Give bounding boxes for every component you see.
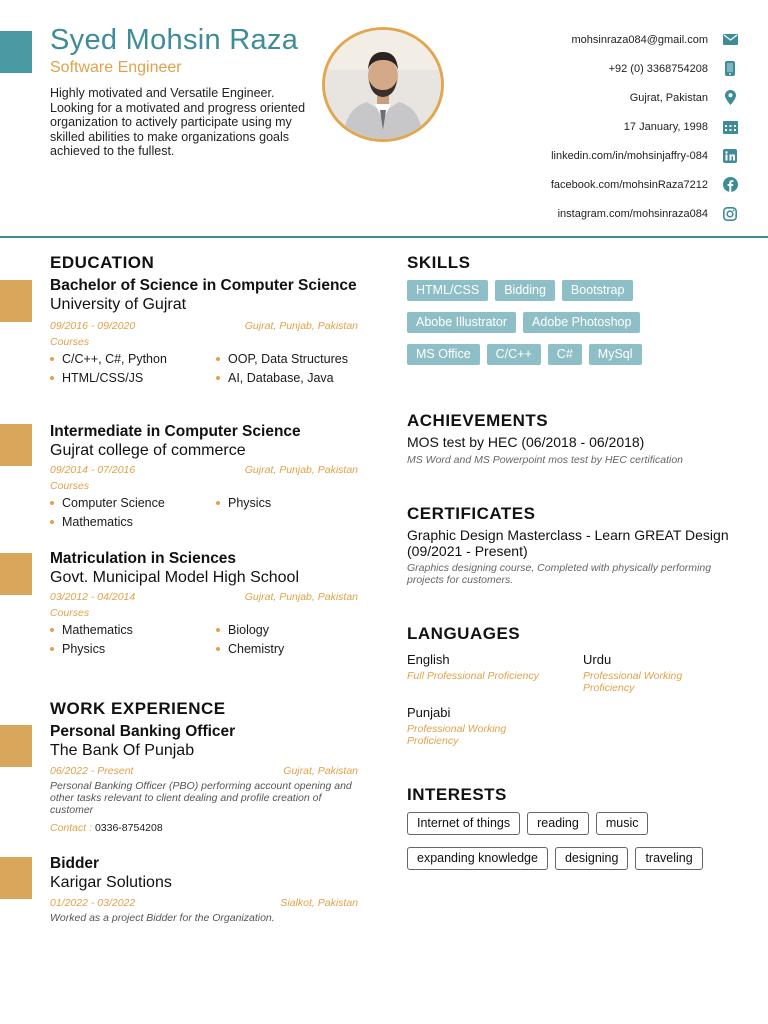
interest-tag: music bbox=[596, 812, 649, 835]
course-item: Physics bbox=[216, 496, 356, 510]
work-location: Gujrat, Pakistan bbox=[283, 765, 358, 777]
skill-tag: Bidding bbox=[495, 280, 555, 301]
course-item: Mathematics bbox=[50, 515, 216, 529]
envelope-icon bbox=[722, 32, 738, 48]
skill-tag: Abobe Illustrator bbox=[407, 312, 516, 333]
company-name: The Bank Of Punjab bbox=[50, 742, 195, 759]
education-location: Gujrat, Punjab, Pakistan bbox=[244, 320, 358, 332]
education-meta bbox=[50, 591, 358, 603]
contact-facebook[interactable]: facebook.com/mohsinRaza7212 bbox=[551, 170, 738, 199]
contact-list bbox=[551, 25, 738, 228]
course-item: AI, Database, Java bbox=[216, 371, 356, 385]
job-title: Software Engineer bbox=[50, 59, 182, 76]
company-name: Karigar Solutions bbox=[50, 874, 172, 891]
work-entry bbox=[50, 723, 358, 834]
role-title: Personal Banking Officer bbox=[50, 723, 236, 740]
instagram-icon bbox=[722, 206, 738, 222]
role-title: Bidder bbox=[50, 855, 100, 872]
location-pin-icon bbox=[722, 90, 738, 106]
header-divider bbox=[0, 236, 768, 238]
course-item: Chemistry bbox=[216, 642, 356, 656]
candidate-name: Syed Mohsin Raza bbox=[50, 24, 299, 56]
work-description: Worked as a project Bidder for the Organization. bbox=[50, 912, 275, 924]
skill-tag: MS Office bbox=[407, 344, 480, 365]
certificate-title: Graphic Design Masterclass - Learn GREAT Design (09/2021 - Present) bbox=[407, 527, 729, 559]
education-dates: 09/2016 - 09/2020 bbox=[50, 320, 136, 332]
certificate-entry bbox=[407, 528, 742, 586]
work-location: Sialkot, Pakistan bbox=[280, 897, 358, 909]
skill-tag: Adobe Photoshop bbox=[523, 312, 640, 333]
certificate-description: Graphics designing course, Completed with physically performing projects for customers. bbox=[407, 562, 712, 586]
profile-photo bbox=[322, 27, 444, 142]
language-name: Urdu bbox=[583, 652, 612, 667]
language-entry bbox=[407, 652, 567, 682]
interests-heading: INTERESTS bbox=[407, 785, 507, 804]
skills-heading: SKILLS bbox=[407, 253, 471, 272]
achievement-entry bbox=[407, 435, 737, 466]
language-entry bbox=[407, 705, 547, 747]
language-level: Full Professional Proficiency bbox=[407, 670, 539, 682]
course-item: OOP, Data Structures bbox=[216, 352, 356, 366]
contact-linkedin[interactable]: linkedin.com/in/mohsinjaffry-084 bbox=[551, 141, 738, 170]
course-list bbox=[50, 496, 358, 529]
facebook-icon bbox=[722, 177, 738, 193]
work-description: Personal Banking Officer (PBO) performing account opening and other tasks relevant to client dealing and profile creation of customer bbox=[50, 780, 352, 816]
skill-tag: Bootstrap bbox=[562, 280, 634, 301]
education-entry bbox=[50, 550, 358, 656]
contact-instagram[interactable]: instagram.com/mohsinraza084 bbox=[551, 199, 738, 228]
education-heading: EDUCATION bbox=[50, 253, 155, 272]
contact-phone[interactable]: +92 (0) 3368754208 bbox=[551, 54, 738, 83]
contact-email[interactable]: mohsinraza084@gmail.com bbox=[551, 25, 738, 54]
achievements-heading: ACHIEVEMENTS bbox=[407, 411, 549, 430]
achievement-title: MOS test by HEC (06/2018 - 06/2018) bbox=[407, 434, 645, 450]
skill-tag: C# bbox=[548, 344, 582, 365]
work-dates: 01/2022 - 03/2022 bbox=[50, 897, 136, 909]
education-accent-block bbox=[0, 280, 32, 322]
interest-tag: reading bbox=[527, 812, 589, 835]
profile-summary: Highly motivated and Versatile Engineer. Looking for a motivated and progress oriented organization to actively participate using my skilled abilities to make organizations goals achieved to the fullest. bbox=[50, 86, 306, 159]
degree-title: Matriculation in Sciences bbox=[50, 550, 237, 567]
courses-label: Courses bbox=[50, 607, 90, 619]
work-dates: 06/2022 - Present bbox=[50, 765, 134, 777]
courses-label: Courses bbox=[50, 336, 90, 348]
skill-tag: C/C++ bbox=[487, 344, 541, 365]
skills-list bbox=[407, 280, 707, 365]
work-entry bbox=[50, 855, 358, 924]
school-name: Gujrat college of commerce bbox=[50, 442, 246, 459]
contact-birthdate: 17 January, 1998 bbox=[551, 112, 738, 141]
education-dates: 03/2012 - 04/2014 bbox=[50, 591, 136, 603]
work-meta bbox=[50, 897, 358, 909]
course-item: Mathematics bbox=[50, 623, 216, 637]
course-item: Computer Science bbox=[50, 496, 216, 510]
work-accent-block bbox=[0, 725, 32, 767]
achievement-description: MS Word and MS Powerpoint mos test by HEC certification bbox=[407, 453, 684, 466]
language-name: English bbox=[407, 652, 450, 667]
language-entry bbox=[583, 652, 723, 694]
interest-tag: Internet of things bbox=[407, 812, 520, 835]
education-location: Gujrat, Punjab, Pakistan bbox=[244, 464, 358, 476]
language-name: Punjabi bbox=[407, 705, 451, 720]
header-accent-block bbox=[0, 31, 32, 73]
calendar-icon bbox=[722, 119, 738, 135]
contact-location: Gujrat, Pakistan bbox=[551, 83, 738, 112]
education-accent-block bbox=[0, 553, 32, 595]
school-name: Govt. Municipal Model High School bbox=[50, 569, 300, 586]
work-contact bbox=[50, 822, 358, 834]
education-accent-block bbox=[0, 424, 32, 466]
interests-list bbox=[407, 812, 737, 870]
work-accent-block bbox=[0, 857, 32, 899]
course-list bbox=[50, 623, 358, 656]
person-portrait-icon bbox=[325, 30, 441, 139]
courses-label: Courses bbox=[50, 480, 90, 492]
skill-tag: MySql bbox=[589, 344, 642, 365]
education-entry bbox=[50, 423, 358, 529]
education-meta bbox=[50, 464, 358, 476]
degree-title: Bachelor of Science in Computer Science bbox=[50, 277, 357, 294]
course-list bbox=[50, 352, 358, 385]
education-dates: 09/2014 - 07/2016 bbox=[50, 464, 136, 476]
degree-title: Intermediate in Computer Science bbox=[50, 423, 301, 440]
interest-tag: designing bbox=[555, 847, 629, 870]
course-item: Physics bbox=[50, 642, 216, 656]
work-contact-number: 0336-8754208 bbox=[94, 822, 163, 834]
education-meta bbox=[50, 320, 358, 332]
education-location: Gujrat, Punjab, Pakistan bbox=[244, 591, 358, 603]
work-contact-label: Contact : bbox=[50, 822, 93, 834]
school-name: University of Gujrat bbox=[50, 296, 187, 313]
course-item: Biology bbox=[216, 623, 356, 637]
language-level: Professional Working Proficiency bbox=[407, 723, 507, 747]
interest-tag: expanding knowledge bbox=[407, 847, 548, 870]
linkedin-icon bbox=[722, 148, 738, 164]
course-item: HTML/CSS/JS bbox=[50, 371, 216, 385]
education-entry bbox=[50, 277, 358, 385]
phone-icon bbox=[722, 61, 738, 77]
work-meta bbox=[50, 765, 358, 777]
interest-tag: traveling bbox=[635, 847, 702, 870]
skill-tag: HTML/CSS bbox=[407, 280, 488, 301]
language-level: Professional Working Proficiency bbox=[583, 670, 683, 694]
work-experience-heading: WORK EXPERIENCE bbox=[50, 699, 226, 718]
certificates-heading: CERTIFICATES bbox=[407, 504, 536, 523]
course-item: C/C++, C#, Python bbox=[50, 352, 216, 366]
languages-heading: LANGUAGES bbox=[407, 624, 521, 643]
